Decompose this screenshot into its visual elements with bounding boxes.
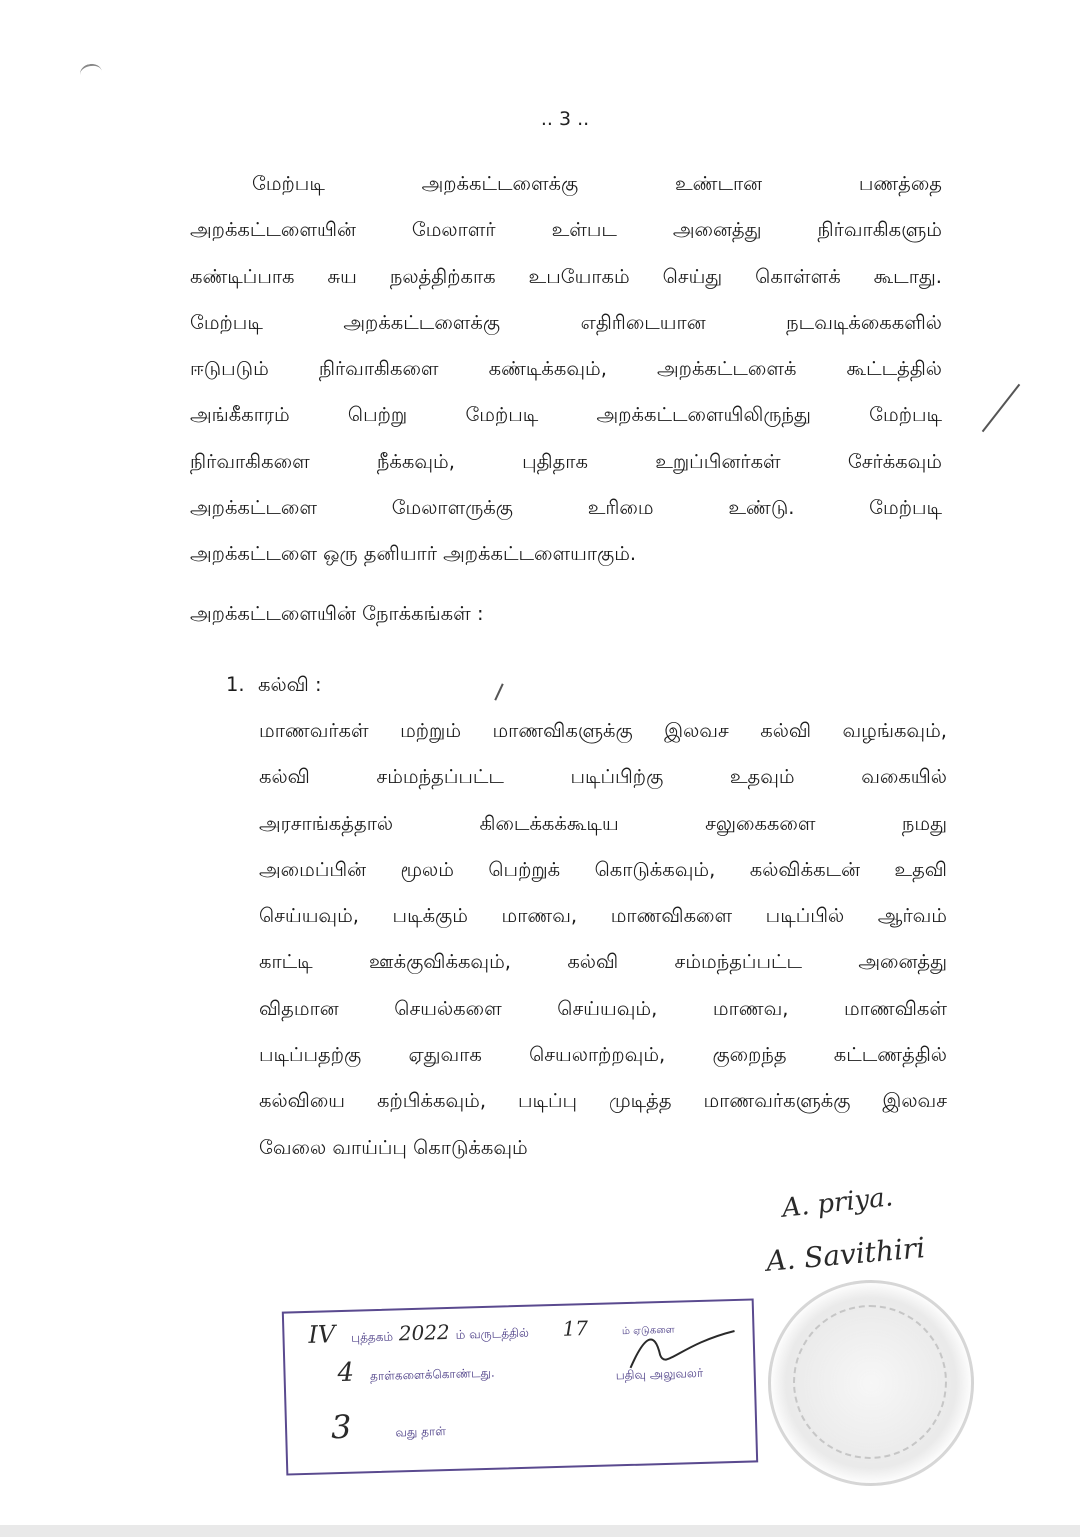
stamp-year: 2022 [398,1319,451,1346]
stamp-page-count: 4 [337,1357,355,1389]
paragraph-line: அறக்கட்டளை ஒரு தனியார் அறக்கட்டளையாகும். [190,542,637,566]
objective-line: கல்வியை கற்பிக்கவும், படிப்பு முடித்த மாணவர்களுக்கு இலவச [259,1089,947,1113]
objective-line: அரசாங்கத்தால் கிடைக்கக்கூடிய சலுகைகளை நமது [259,811,947,835]
check-mark [494,683,503,700]
paragraph-line: கண்டிப்பாக சுய நலத்திற்காக உபயோகம் செய்து கொள்ளக் கூடாது. [190,264,942,288]
objective-line: காட்டி ஊக்குவிக்கவும், கல்வி சம்மந்தப்பட்ட அனைத்து [259,950,947,974]
stamp-row-book [308,1311,675,1349]
office-seal-inner [793,1305,947,1459]
objective-item-title [226,673,322,699]
registration-stamp [282,1298,758,1475]
paragraph-line: அறக்கட்டளையின் மேலாளர் உள்பட அனைத்து நிர்வாகிகளும் [190,218,942,242]
stamp-year-label: ம் வருடத்தில் [455,1325,530,1342]
objectives-heading: அறக்கட்டளையின் நோக்கங்கள் : [190,602,484,625]
stamp-volume-label: ம் ஏடுகளை [621,1324,675,1338]
objective-item-body [259,708,947,1171]
stamp-registrar-label: பதிவு அலுவலர் [615,1365,704,1383]
objective-line: படிப்பதற்கு ஏதுவாக செயலாற்றவும், குறைந்த கட்டணத்தில் [259,1043,947,1067]
paragraph-line: அறக்கட்டளை மேலாளருக்கு உரிமை உண்டு. மேற்படி [190,496,942,520]
stamp-book-number: IV [308,1320,336,1349]
objective-line: செய்யவும், படிக்கும் மாணவ, மாணவிகளை படிப்பில் ஆர்வம் [259,904,947,928]
paragraph-line: மேற்படி அறக்கட்டளைக்கு உண்டான பணத்தை [252,172,942,195]
paragraph-line: மேற்படி அறக்கட்டளைக்கு எதிரிடையான நடவடிக்கைகளில் [190,310,942,334]
stamp-book-label: புத்தகம் [351,1329,394,1345]
objective-number: 1. [226,673,245,696]
stamp-volume: 17 [562,1316,589,1341]
stamp-row-pages [337,1354,495,1388]
stamp-pages-label: தாள்களைக்கொண்டது. [369,1365,495,1384]
objective-line: மாணவர்கள் மற்றும் மாணவிகளுக்கு இலவச கல்வி வழங்கவும், [259,719,947,742]
objective-line: அமைப்பின் மூலம் பெற்றுக் கொடுக்கவும், கல்விக்கடன் உதவி [259,857,947,881]
margin-mark [982,384,1021,433]
objective-line: விதமான செயல்களை செய்யவும், மாணவ, மாணவிகள் [259,996,947,1020]
paragraph-line: அங்கீகாரம் பெற்று மேற்படி அறக்கட்டளையிலிருந்து மேற்படி [190,403,942,427]
objective-line: கல்வி சம்மந்தப்பட்ட படிப்பிற்கு உதவும் வகையில் [259,765,947,789]
stamp-sheet-number: 3 [330,1407,352,1447]
page-number: .. 3 .. [540,108,590,130]
corner-mark [79,62,104,84]
paragraph-line: ஈடுபடும் நிர்வாகிகளை கண்டிக்கவும், அறக்கட்டளைக் கூட்டத்தில் [190,357,942,381]
registrar-signature [621,1323,745,1376]
stamp-sheet-label: வது தாள் [395,1424,447,1440]
objective-line: வேலை வாய்ப்பு கொடுக்கவும் [259,1135,528,1159]
paragraph-line: நிர்வாகிகளை நீக்கவும், புதிதாக உறுப்பினர்கள் சேர்க்கவும் [190,449,942,473]
signature-savithiri: A. Savithiri [764,1231,927,1278]
office-seal [768,1280,974,1486]
paragraph-trust-funds [190,161,942,578]
scan-edge [0,1525,1080,1537]
objective-title: கல்வி : [258,673,322,696]
signature-priya: A. priya. [780,1182,895,1224]
stamp-row-sheet [331,1405,447,1446]
